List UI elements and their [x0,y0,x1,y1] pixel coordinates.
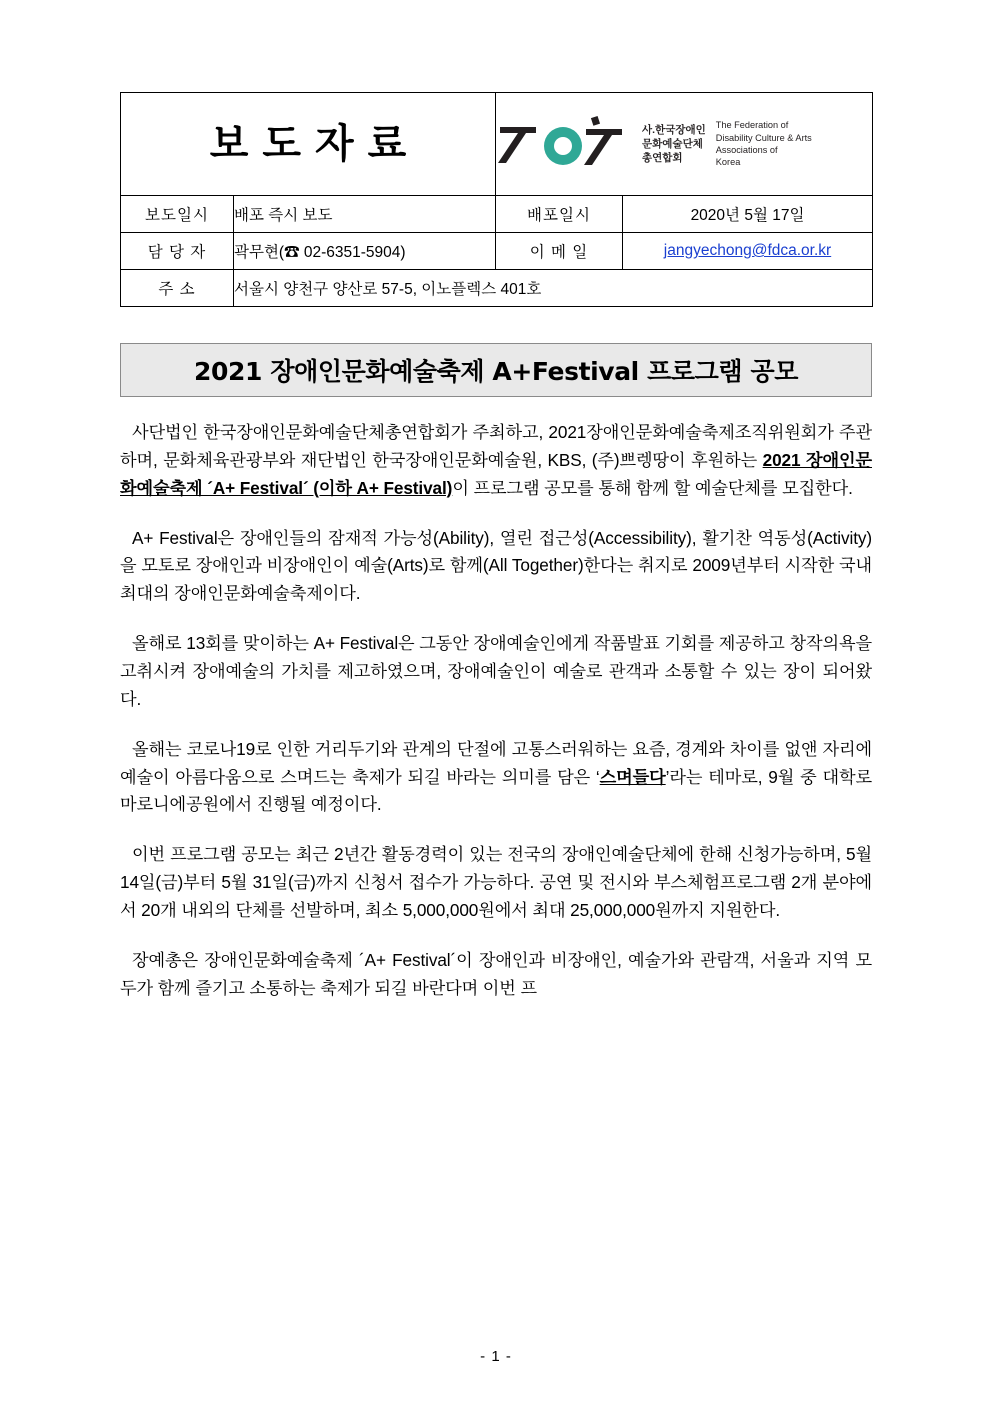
contact-person-label: 담 당 자 [121,233,234,270]
email-value[interactable] [623,233,873,270]
release-date-value: 배포 즉시 보도 [234,196,496,233]
body-content [120,419,872,1003]
email-link[interactable]: jangyechong@fdca.or.kr [663,242,832,259]
paragraph-1-underlined: 2021 장애인문화예술축제 ´A+ Festival´ (이하 A+ Festival) [120,449,872,498]
distribution-date-label: 배포일시 [496,196,623,233]
paragraph-1-part-a: 사단법인 한국장애인문화예술단체총연합회가 주최하고, 2021장애인문화예술축제조직위원회가 주관하며, 문화체육관광부와 재단법인 한국장애인문화예술원, KBS, (주)쁘렝땅이 후원하는 [120,422,872,470]
doc-type-cell [121,93,496,196]
fdca-logo-icon [496,113,634,175]
logo-en-line-1: The Federation of [715,120,789,131]
paragraph-4-part-b: ’라는 테마로, 9월 중 대학로 마로니에공원에서 진행될 예정이다. [120,766,872,815]
paragraph-5: 이번 프로그램 공모는 최근 2년간 활동경력이 있는 전국의 장애인예술단체에 한해 신청가능하며, 5월 14일(금)부터 5월 31일(금)까지 신청서 접수가 가능하다. 공연 및 전시와 부스체험프로그램 2개 분야에서 20개 내외의 단체를 선발하며, 최소 5,000,000원에서 최대 25,000,000원까지 지원한다. [120,844,872,921]
paragraph-4-theme: 스며들다 [599,766,666,787]
paragraph-3: 올해로 13회를 맞이하는 A+ Festival은 그동안 장애예술인에게 작품발표 기회를 제공하고 창작의욕을 고취시켜 장애예술의 가치를 제고하였으며, 장애예술인이 예술로 관객과 소통할 수 있는 장이 되어왔다. [120,633,872,709]
logo-en-line-4: Korea [715,157,741,168]
logo-kr-line-2: 문화예술단체 [642,137,703,150]
header-title-row [121,93,873,196]
table-row [121,233,873,270]
logo-kr-line-1: 사.한국장애인 [642,123,706,136]
distribution-date-value: 2020년 5월 17일 [623,196,873,233]
paragraph-1-part-b: 이 프로그램 공모를 통해 함께 할 예술단체를 모집한다. [452,477,853,498]
logo-kr-line-3: 총연합회 [642,152,683,165]
logo-en-line-3: Associations of [715,145,778,155]
page-title: 2021 장애인문화예술축제 A+Festival 프로그램 공모 [120,343,872,397]
paragraph-6: 장예총은 장애인문화예술축제 ´A+ Festival´이 장애인과 비장애인, 예술가와 관람객, 서울과 지역 모두가 함께 즐기고 소통하는 축제가 되길 바란다며 이번 프 [120,949,872,998]
address-label: 주 소 [121,270,234,307]
logo-korean-text [642,123,706,166]
contact-person-value: 곽무현(☎ 02-6351-5904) [234,233,496,270]
doc-type-title: 보도자료 [209,121,421,167]
press-release-header-table [120,92,873,307]
table-row [121,270,873,307]
paragraph-2: A+ Festival은 장애인들의 잠재적 가능성(Ability), 열린 접근성(Accessibility), 활기찬 역동성(Activity)을 모토로 장애인과 비장애인이 예술(Arts)로 함께(All Together)한다는 취지로 2009년부터 시작한 국내 최대의 장애인문화예술축제이다. [120,527,872,604]
address-value: 서울시 양천구 양산로 57-5, 이노플렉스 401호 [234,270,873,307]
page-number: - 1 - [480,1348,512,1365]
table-row [121,196,873,233]
paragraph-1 [120,419,872,503]
paragraph-4 [120,736,872,820]
organization-logo-cell [496,93,873,196]
logo-en-line-2: Disability Culture & Arts [715,132,812,143]
logo-english-text [716,119,812,169]
email-label: 이 메 일 [496,233,623,270]
paragraph-4-part-a: 올해는 코로나19로 인한 거리두기와 관계의 단절에 고통스러워하는 요즘, 경계와 차이를 없앤 자리에 예술이 아름다움으로 스며드는 축제가 되길 바라는 의미를 담은 ‘ [120,738,872,787]
release-date-label: 보도일시 [121,196,234,233]
